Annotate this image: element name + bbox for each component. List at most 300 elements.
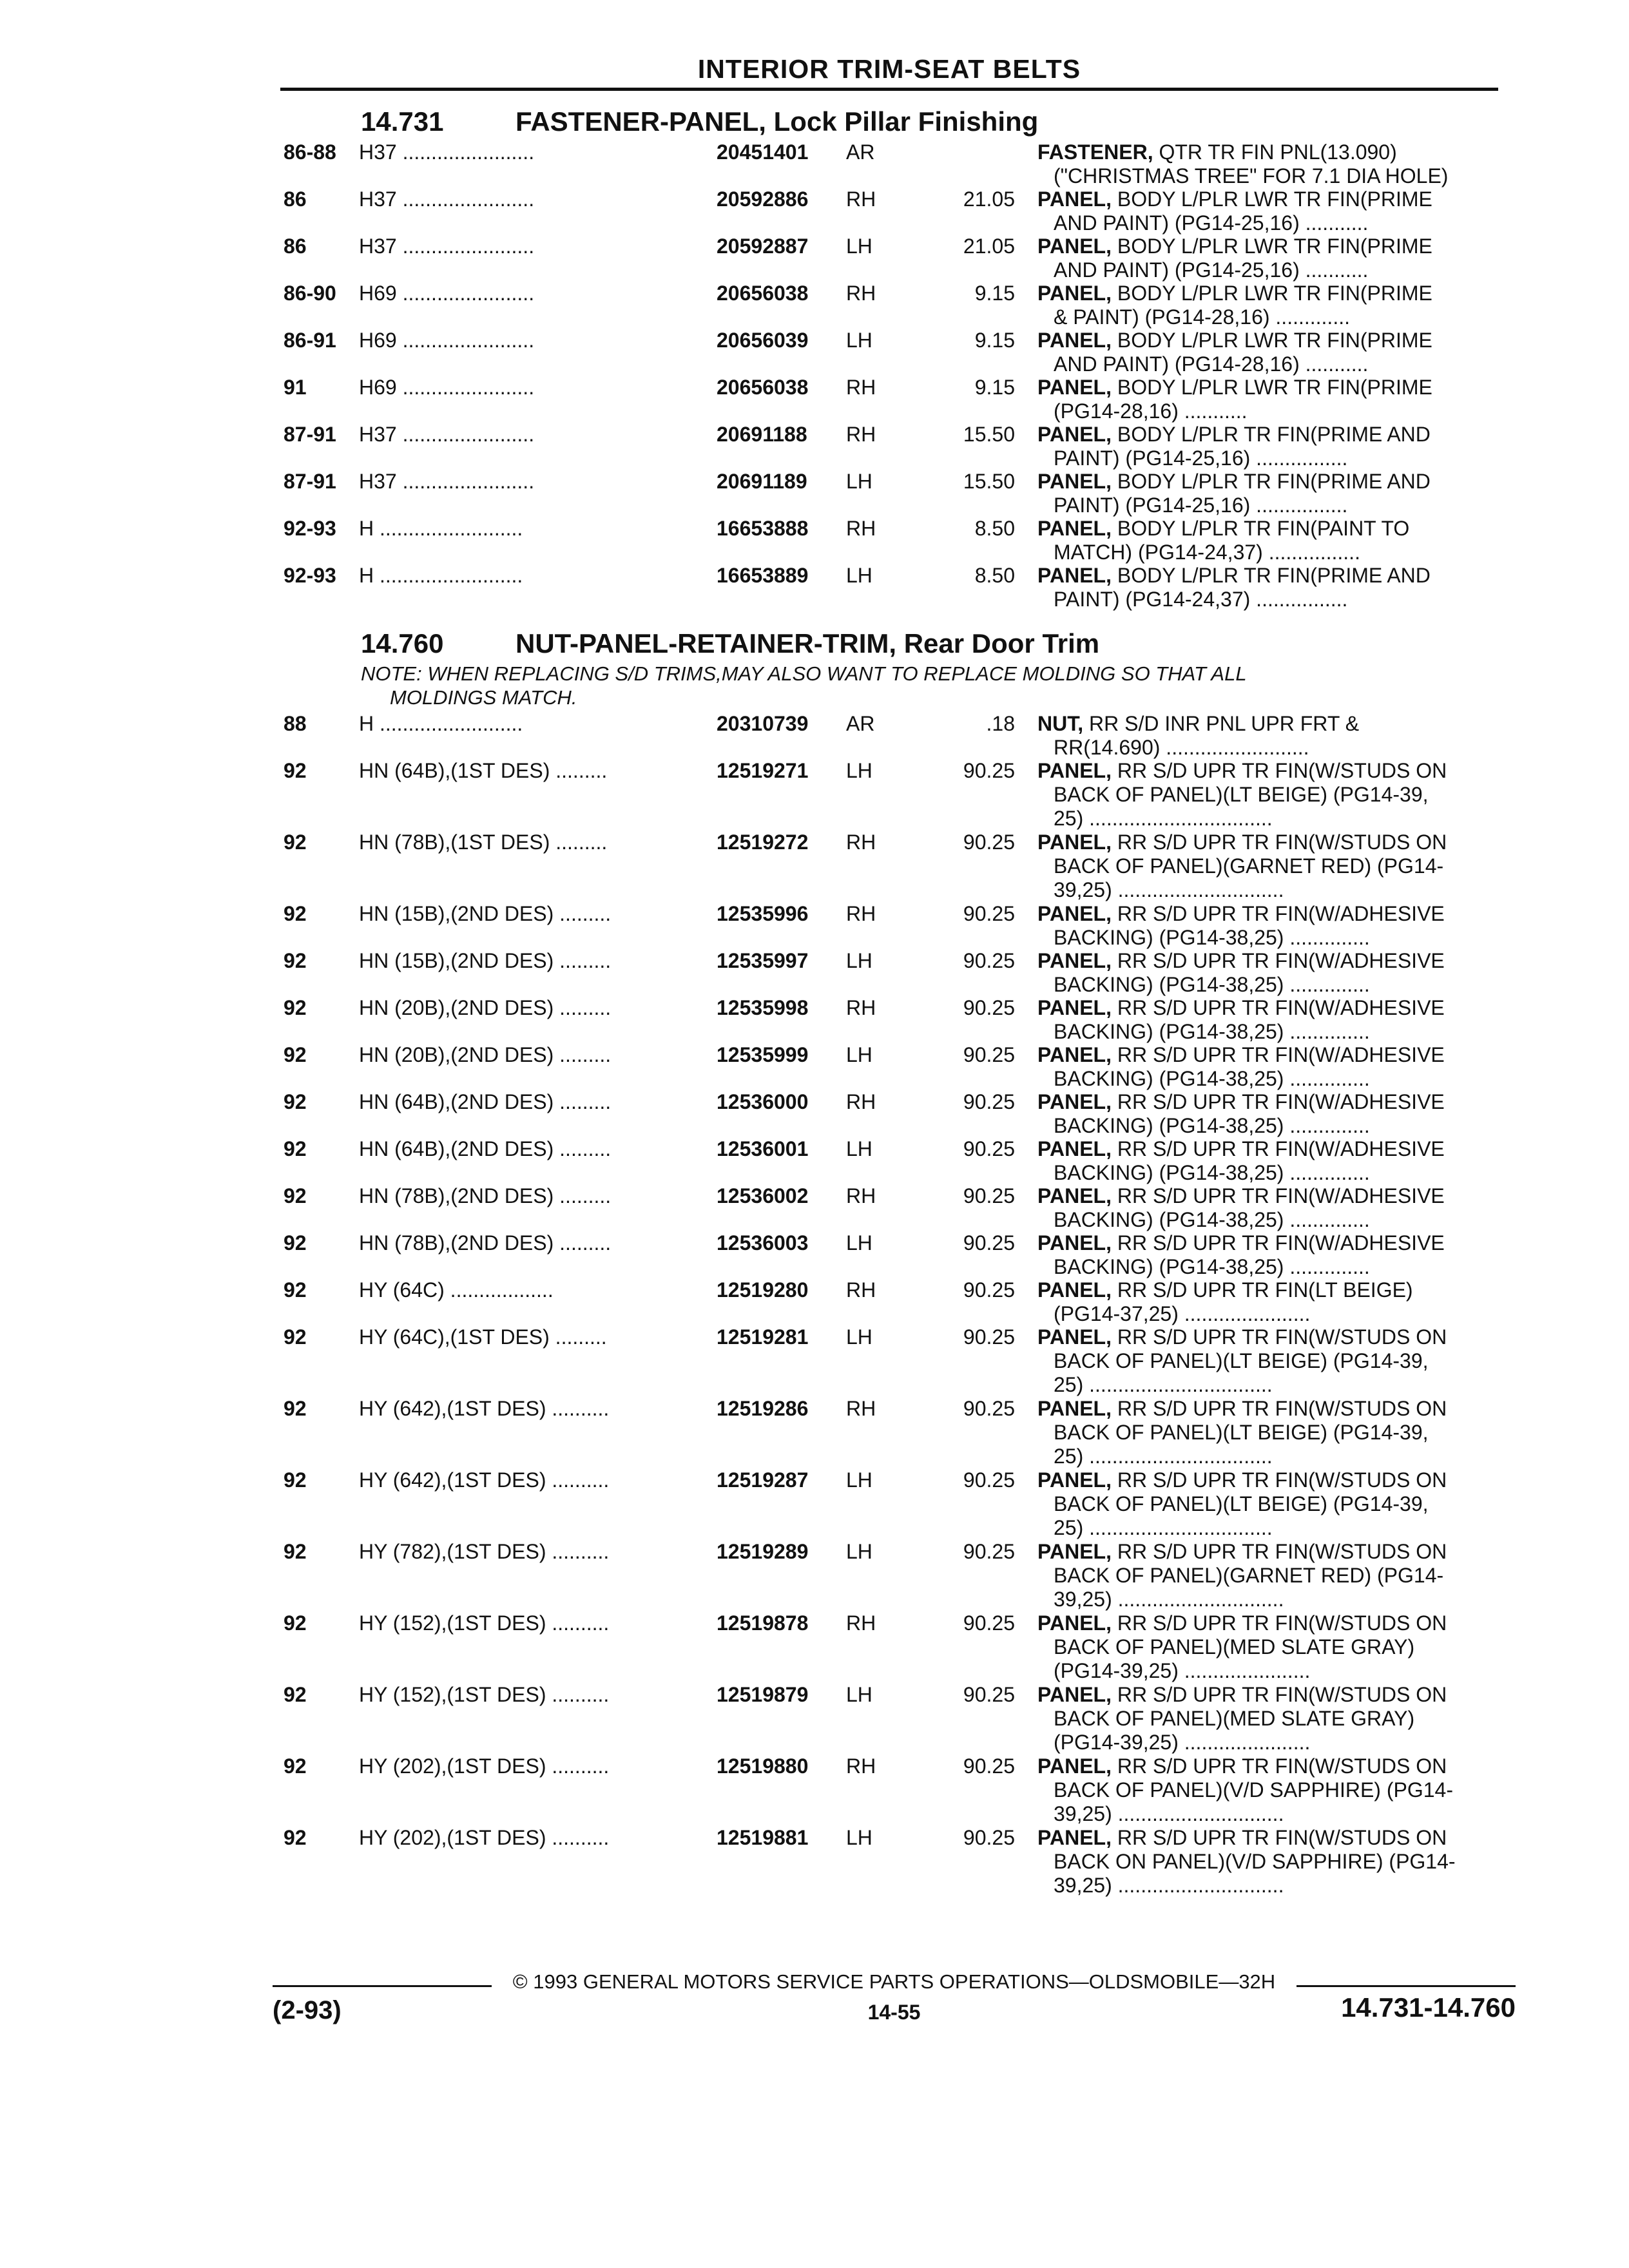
part-number: 12519287 [717,1468,809,1492]
model-code: HN (78B),(2ND DES) ......... [359,1231,612,1254]
part-number: 20691188 [717,423,807,446]
section-heading: FASTENER-PANEL, Lock Pillar Finishing [516,106,1039,137]
description-text: BACKING) (PG14-38,25) .............. [1054,1208,1370,1231]
description-line [1037,1754,1498,1778]
description-text: BODY L/PLR TR FIN(PRIME AND [1117,564,1431,587]
part-description [1037,1754,1498,1826]
description-head: PANEL, [1037,517,1112,540]
description-text: 25) ................................ [1054,807,1273,830]
part-number: 20592886 [717,187,809,211]
section-title [361,106,1038,137]
part-description [1037,831,1498,902]
model-code: HY (64C) .................. [359,1278,554,1302]
footer-section-range: 14.731-14.760 [1341,1992,1516,2023]
description-line [1037,164,1498,188]
part-number: 12519878 [717,1611,809,1635]
description-line [1037,1683,1498,1707]
part-description [1037,1540,1498,1611]
description-text: RR S/D UPR TR FIN(W/ADHESIVE [1117,1043,1445,1066]
description-text: 39,25) ............................. [1054,1802,1284,1825]
side-code: RH [846,1611,876,1635]
description-text: BACKING) (PG14-38,25) .............. [1054,973,1370,996]
description-head: PANEL, [1037,282,1112,305]
side-code: RH [846,187,876,211]
part-number: 12536001 [717,1137,809,1160]
description-text: QTR TR FIN PNL(13.090) [1159,140,1397,164]
description-line [1037,329,1498,352]
description-line [1037,140,1498,164]
model-code: HY (202),(1ST DES) .......... [359,1826,610,1849]
model-year: 92 [284,1231,307,1254]
description-text: RR S/D UPR TR FIN(W/ADHESIVE [1117,949,1445,972]
description-text: 25) ................................ [1054,1373,1273,1396]
price: 90.25 [963,1231,1015,1254]
description-head: PANEL, [1037,996,1112,1019]
price: 90.25 [963,1468,1015,1492]
model-code: HN (64B),(2ND DES) ......... [359,1090,612,1113]
description-text: BACKING) (PG14-38,25) .............. [1054,1114,1370,1137]
description-text: RR S/D UPR TR FIN(W/STUDS ON [1117,759,1447,782]
model-year: 92 [284,1325,307,1349]
description-line [1037,1731,1498,1754]
part-description [1037,376,1498,423]
description-head: PANEL, [1037,1137,1112,1160]
side-code: RH [846,1754,876,1778]
model-code: HY (152),(1ST DES) .......... [359,1611,610,1635]
description-head: PANEL, [1037,759,1112,782]
part-number: 12536003 [717,1231,809,1254]
price: 90.25 [963,759,1015,782]
description-line [1037,1020,1498,1044]
price: 90.25 [963,1683,1015,1706]
model-code: H37 ....................... [359,470,535,493]
description-line [1037,541,1498,564]
description-head: PANEL, [1037,1468,1112,1492]
description-line [1037,1802,1498,1826]
description-line [1037,187,1498,211]
description-line [1037,1635,1498,1659]
description-line [1037,1255,1498,1279]
part-number: 20592887 [717,235,809,258]
part-description [1037,187,1498,235]
model-code: H37 ....................... [359,140,535,164]
price: 15.50 [963,470,1015,493]
model-code: HY (782),(1ST DES) .......... [359,1540,610,1563]
model-year: 92 [284,902,307,925]
footer-rule-left [273,1985,492,1987]
description-text: PAINT) (PG14-25,16) ................ [1054,447,1348,470]
price: 90.25 [963,1137,1015,1160]
part-description [1037,902,1498,950]
description-line [1037,423,1498,447]
part-description [1037,759,1498,831]
description-head: NUT, [1037,712,1084,735]
description-text: MATCH) (PG14-24,37) ................ [1054,541,1360,564]
part-description [1037,949,1498,997]
part-description [1037,1090,1498,1138]
description-line [1037,376,1498,399]
section-number: 14.760 [361,628,444,658]
side-code: LH [846,329,872,352]
description-line [1037,1826,1498,1850]
description-head: PANEL, [1037,470,1112,493]
description-text: (PG14-39,25) ...................... [1054,1659,1311,1682]
description-line [1037,712,1498,736]
part-number: 12535997 [717,949,809,972]
description-line [1037,494,1498,517]
description-head: PANEL, [1037,902,1112,925]
part-number: 12535996 [717,902,809,925]
description-text: BACK OF PANEL)(MED SLATE GRAY) [1054,1635,1415,1658]
header-rule [280,88,1498,91]
description-line [1037,1137,1498,1161]
description-line [1037,564,1498,588]
description-text: PAINT) (PG14-25,16) ................ [1054,494,1348,517]
model-year: 92-93 [284,517,336,540]
side-code: RH [846,376,876,399]
description-line [1037,1874,1498,1898]
description-head: PANEL, [1037,235,1112,258]
description-text: BACKING) (PG14-38,25) .............. [1054,926,1370,949]
description-line [1037,1421,1498,1445]
model-year: 92 [284,949,307,972]
model-year: 88 [284,712,307,735]
part-description [1037,996,1498,1044]
side-code: RH [846,282,876,305]
description-text: RR S/D UPR TR FIN(W/STUDS ON [1117,1540,1447,1563]
description-line [1037,1707,1498,1731]
description-text: RR S/D UPR TR FIN(W/ADHESIVE [1117,902,1445,925]
description-line [1037,759,1498,783]
description-text: RR S/D UPR TR FIN(W/ADHESIVE [1117,1184,1445,1207]
part-description [1037,1826,1498,1898]
description-head: PANEL, [1037,1611,1112,1635]
side-code: LH [846,1826,872,1849]
model-code: HN (64B),(2ND DES) ......... [359,1137,612,1160]
description-head: PANEL, [1037,1090,1112,1113]
price: 90.25 [963,1043,1015,1066]
side-code: LH [846,235,872,258]
part-number: 16653888 [717,517,809,540]
price: 90.25 [963,1184,1015,1207]
description-line [1037,1850,1498,1874]
model-code: HN (20B),(2ND DES) ......... [359,1043,612,1066]
side-code: RH [846,1184,876,1207]
footer-copyright: © 1993 GENERAL MOTORS SERVICE PARTS OPERATIONS—OLDSMOBILE—32H [512,1970,1276,1993]
description-line [1037,996,1498,1020]
part-number: 12519286 [717,1397,809,1420]
side-code: RH [846,902,876,925]
description-head: PANEL, [1037,329,1112,352]
side-code: RH [846,1278,876,1302]
part-number: 20656038 [717,282,809,305]
model-year: 92 [284,1683,307,1706]
price: 21.05 [963,187,1015,211]
model-code: HN (64B),(1ST DES) ......... [359,759,608,782]
price: 21.05 [963,235,1015,258]
price: 90.25 [963,1278,1015,1302]
description-text: RR S/D UPR TR FIN(W/STUDS ON [1117,1468,1447,1492]
part-number: 12519271 [717,759,809,782]
description-line [1037,1278,1498,1302]
description-text: AND PAINT) (PG14-28,16) ........... [1054,352,1369,376]
part-description [1037,712,1498,760]
description-line [1037,235,1498,258]
part-number: 12519280 [717,1278,809,1302]
description-text: 25) ................................ [1054,1516,1273,1539]
part-number: 20451401 [717,140,809,164]
description-text: RR S/D UPR TR FIN(W/STUDS ON [1117,1683,1447,1706]
part-description [1037,1683,1498,1754]
part-description [1037,282,1498,329]
model-code: HY (642),(1ST DES) .......... [359,1468,610,1492]
description-text: AND PAINT) (PG14-25,16) ........... [1054,258,1369,282]
description-line [1037,1302,1498,1326]
model-year: 92 [284,996,307,1019]
part-number: 20656039 [717,329,809,352]
model-year: 92 [284,831,307,854]
description-head: PANEL, [1037,187,1112,211]
part-description [1037,1137,1498,1185]
model-year: 92 [284,1184,307,1207]
price: 8.50 [974,564,1015,587]
model-year: 92 [284,1826,307,1849]
description-text: ("CHRISTMAS TREE" FOR 7.1 DIA HOLE) [1054,164,1449,187]
model-code: HN (78B),(1ST DES) ......... [359,831,608,854]
part-description [1037,470,1498,517]
model-code: HN (20B),(2ND DES) ......... [359,996,612,1019]
side-code: LH [846,1325,872,1349]
side-code: LH [846,1683,872,1706]
price: 90.25 [963,902,1015,925]
side-code: AR [846,712,875,735]
model-code: H69 ....................... [359,282,535,305]
part-number: 12536002 [717,1184,809,1207]
description-line [1037,736,1498,760]
description-text: (PG14-37,25) ...................... [1054,1302,1311,1325]
description-line [1037,305,1498,329]
section-number: 14.731 [361,106,444,137]
description-line [1037,1208,1498,1232]
part-description [1037,1468,1498,1540]
description-head: PANEL, [1037,564,1112,587]
description-text: PAINT) (PG14-24,37) ................ [1054,588,1348,611]
description-text: RR S/D UPR TR FIN(W/ADHESIVE [1117,1090,1445,1113]
description-head: PANEL, [1037,831,1112,854]
model-code: HN (15B),(2ND DES) ......... [359,949,612,972]
side-code: LH [846,1043,872,1066]
price: 90.25 [963,1397,1015,1420]
description-head: PANEL, [1037,1826,1112,1849]
model-year: 92 [284,1090,307,1113]
part-number: 16653889 [717,564,809,587]
part-description [1037,423,1498,470]
description-line [1037,1114,1498,1138]
description-line [1037,1659,1498,1683]
side-code: LH [846,564,872,587]
model-year: 92 [284,1611,307,1635]
description-line [1037,1516,1498,1540]
price: 90.25 [963,949,1015,972]
part-description [1037,140,1498,188]
section-title [361,628,1099,659]
description-text: BACK ON PANEL)(V/D SAPPHIRE) (PG14- [1054,1850,1456,1873]
part-description [1037,564,1498,611]
part-description [1037,329,1498,376]
description-head: PANEL, [1037,1278,1112,1302]
description-text: BACK OF PANEL)(MED SLATE GRAY) [1054,1707,1415,1730]
model-code: HY (152),(1ST DES) .......... [359,1683,610,1706]
description-head: PANEL, [1037,1231,1112,1254]
description-head: PANEL, [1037,949,1112,972]
description-head: PANEL, [1037,376,1112,399]
model-year: 92 [284,1754,307,1778]
description-text: BACK OF PANEL)(LT BEIGE) (PG14-39, [1054,1492,1429,1515]
model-year: 92-93 [284,564,336,587]
description-line [1037,831,1498,854]
description-line [1037,878,1498,902]
price: 90.25 [963,1090,1015,1113]
description-text: BACK OF PANEL)(GARNET RED) (PG14- [1054,1564,1444,1587]
model-year: 92 [284,1397,307,1420]
description-head: PANEL, [1037,1754,1112,1778]
part-description [1037,1231,1498,1279]
description-head: PANEL, [1037,1325,1112,1349]
part-description [1037,1325,1498,1397]
footer-date: (2-93) [273,1996,342,2024]
part-description [1037,1397,1498,1468]
part-number: 12535998 [717,996,809,1019]
part-number: 12519881 [717,1826,809,1849]
description-line [1037,1325,1498,1349]
description-line [1037,807,1498,831]
description-line [1037,352,1498,376]
model-code: H37 ....................... [359,187,535,211]
price: .18 [986,712,1015,735]
description-text: RR S/D UPR TR FIN(W/STUDS ON [1117,1754,1447,1778]
part-description [1037,517,1498,564]
model-year: 86-88 [284,140,336,164]
part-number: 12536000 [717,1090,809,1113]
description-text: BACK OF PANEL)(LT BEIGE) (PG14-39, [1054,1349,1429,1372]
model-code: HN (78B),(2ND DES) ......... [359,1184,612,1207]
section-note [361,662,1456,709]
description-text: BACKING) (PG14-38,25) .............. [1054,1020,1370,1043]
part-number: 12519281 [717,1325,809,1349]
description-text: BODY L/PLR LWR TR FIN(PRIME [1117,187,1432,211]
price: 15.50 [963,423,1015,446]
side-code: RH [846,1397,876,1420]
price: 90.25 [963,1754,1015,1778]
part-description [1037,235,1498,282]
side-code: LH [846,759,872,782]
model-year: 91 [284,376,307,399]
description-text: RR(14.690) ......................... [1054,736,1309,759]
description-head: PANEL, [1037,1184,1112,1207]
description-line [1037,949,1498,973]
price: 90.25 [963,1540,1015,1563]
description-head: PANEL, [1037,1043,1112,1066]
price: 8.50 [974,517,1015,540]
description-text: BACK OF PANEL)(LT BEIGE) (PG14-39, [1054,1421,1429,1444]
description-head: PANEL, [1037,1397,1112,1420]
model-year: 92 [284,1043,307,1066]
model-code: HY (642),(1ST DES) .......... [359,1397,610,1420]
description-line [1037,1564,1498,1588]
model-code: HN (15B),(2ND DES) ......... [359,902,612,925]
model-year: 86-91 [284,329,336,352]
description-text: BODY L/PLR TR FIN(PAINT TO [1117,517,1410,540]
part-description [1037,1043,1498,1091]
side-code: RH [846,1090,876,1113]
price: 90.25 [963,831,1015,854]
note-line: MOLDINGS MATCH. [390,686,577,709]
description-line [1037,517,1498,541]
model-code: H37 ....................... [359,423,535,446]
description-text: & PAINT) (PG14-28,16) ............. [1054,305,1350,329]
page-title: INTERIOR TRIM-SEAT BELTS [697,54,1081,84]
side-code: RH [846,996,876,1019]
description-text: 39,25) ............................. [1054,1874,1284,1897]
description-line [1037,1468,1498,1492]
model-year: 92 [284,1540,307,1563]
description-line [1037,211,1498,235]
part-number: 12519289 [717,1540,809,1563]
model-year: 87-91 [284,470,336,493]
description-line [1037,1588,1498,1611]
description-line [1037,282,1498,305]
description-text: BACK OF PANEL)(LT BEIGE) (PG14-39, [1054,783,1429,806]
description-head: PANEL, [1037,1540,1112,1563]
part-description [1037,1278,1498,1326]
price: 90.25 [963,1826,1015,1849]
description-head: PANEL, [1037,423,1112,446]
part-number: 12519880 [717,1754,809,1778]
description-line [1037,1492,1498,1516]
description-line [1037,399,1498,423]
price: 90.25 [963,1611,1015,1635]
side-code: LH [846,1137,872,1160]
model-year: 92 [284,759,307,782]
description-text: RR S/D UPR TR FIN(W/STUDS ON [1117,1826,1447,1849]
description-line [1037,973,1498,997]
model-year: 86 [284,235,307,258]
part-number: 20310739 [717,712,809,735]
price: 9.15 [974,376,1015,399]
description-line [1037,783,1498,807]
side-code: RH [846,831,876,854]
description-text: RR S/D UPR TR FIN(W/STUDS ON [1117,831,1447,854]
description-text: (PG14-39,25) ...................... [1054,1731,1311,1754]
description-text: BACKING) (PG14-38,25) .............. [1054,1255,1370,1278]
description-line [1037,447,1498,470]
description-head: PANEL, [1037,1683,1112,1706]
description-line [1037,1397,1498,1421]
description-text: RR S/D INR PNL UPR FRT & [1089,712,1360,735]
description-text: BODY L/PLR LWR TR FIN(PRIME [1117,376,1432,399]
model-code: HY (64C),(1ST DES) ......... [359,1325,607,1349]
description-line [1037,1067,1498,1091]
part-description [1037,1611,1498,1683]
description-line [1037,854,1498,878]
description-line [1037,1043,1498,1067]
model-year: 92 [284,1278,307,1302]
description-line [1037,902,1498,926]
model-year: 92 [284,1468,307,1492]
part-number: 12519272 [717,831,809,854]
note-line: NOTE: WHEN REPLACING S/D TRIMS,MAY ALSO WANT TO REPLACE MOLDING SO THAT ALL [361,662,1247,685]
model-code: H ......................... [359,517,523,540]
